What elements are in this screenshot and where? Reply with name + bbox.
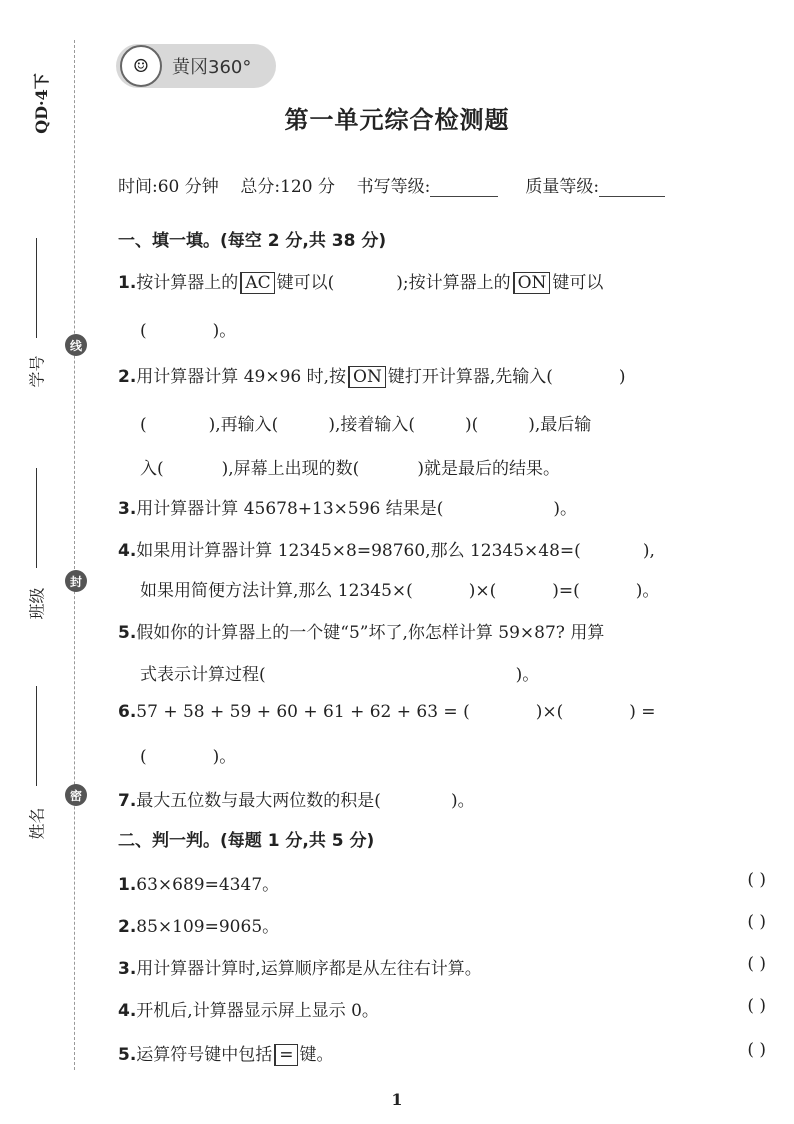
judge-item-2: 2.85×109=9065。 (118, 917, 280, 937)
question-5: 5.假如你的计算器上的一个键“5”坏了,你怎样计算 59×87? 用算 (118, 623, 605, 643)
question-6-line2: ( )。 (140, 747, 237, 767)
page-number: 1 (391, 1090, 403, 1109)
equals-key-icon: = (274, 1044, 297, 1066)
cartoon-kids-logo-icon: ☺ (120, 45, 162, 87)
ac-key-icon: AC (240, 272, 274, 294)
name-line (36, 686, 37, 786)
name-label: 姓名 (27, 807, 47, 840)
question-1: 1.按计算器上的 AC 键可以( );按计算器上的 ON 键可以 (118, 273, 604, 293)
question-2: 2.用计算器计算 49×96 时,按 ON 键打开计算器,先输入( ) (118, 367, 626, 387)
student-id-label: 学号 (27, 355, 47, 388)
judge-answer-4[interactable]: ( ) (747, 996, 766, 1016)
judge-answer-2[interactable]: ( ) (747, 912, 766, 932)
question-4-line2: 如果用简便方法计算,那么 12345×( )×( )=( )。 (140, 581, 660, 601)
exam-info: 时间:60 分钟 总分:120 分 书写等级: 质量等级: (118, 172, 665, 197)
seal-seal-icon: 封 (65, 570, 87, 592)
question-5-line2: 式表示计算过程( )。 (140, 665, 540, 685)
quality-grade-field[interactable] (599, 178, 665, 197)
judge-answer-5[interactable]: ( ) (747, 1040, 766, 1060)
section1-heading: 一、填一填。(每空 2 分,共 38 分) (118, 231, 387, 251)
seal-line-icon: 线 (65, 334, 87, 356)
writing-grade-field[interactable] (430, 178, 498, 197)
class-line (36, 468, 37, 568)
on-key-icon: ON (348, 366, 386, 388)
brand-badge (116, 44, 276, 88)
page-title: 第一单元综合检测题 (284, 106, 510, 134)
edition-label: QD·4下 (31, 73, 51, 134)
question-3: 3.用计算器计算 45678+13×596 结果是( )。 (118, 499, 578, 519)
question-2-line3: 入( ),屏幕上出现的数( )就是最后的结果。 (140, 459, 560, 479)
student-id-line (36, 238, 37, 338)
question-2-line2: ( ),再输入( ),接着输入( )( ),最后输 (140, 415, 592, 435)
judge-item-5: 5.运算符号键中包括 = 键。 (118, 1045, 334, 1065)
judge-item-1: 1.63×689=4347。 (118, 875, 280, 895)
judge-answer-1[interactable]: ( ) (747, 870, 766, 890)
on-key-icon: ON (513, 272, 551, 294)
question-1-line2: ( )。 (140, 321, 237, 341)
judge-item-4: 4.开机后,计算器显示屏上显示 0。 (118, 1001, 379, 1021)
class-label: 班级 (27, 587, 47, 620)
judge-item-3: 3.用计算器计算时,运算顺序都是从左往右计算。 (118, 959, 482, 979)
seal-secret-icon: 密 (65, 784, 87, 806)
binding-dashed-line (74, 40, 75, 1070)
section2-heading: 二、判一判。(每题 1 分,共 5 分) (118, 831, 375, 851)
question-6: 6.57 + 58 + 59 + 60 + 61 + 62 + 63 = ( )×( ) = (118, 702, 656, 722)
judge-answer-3[interactable]: ( ) (747, 954, 766, 974)
brand-text: 黄冈360° (172, 57, 252, 78)
question-4: 4.如果用计算器计算 12345×8=98760,那么 12345×48=( ), (118, 541, 655, 561)
question-7: 7.最大五位数与最大两位数的积是( )。 (118, 791, 475, 811)
